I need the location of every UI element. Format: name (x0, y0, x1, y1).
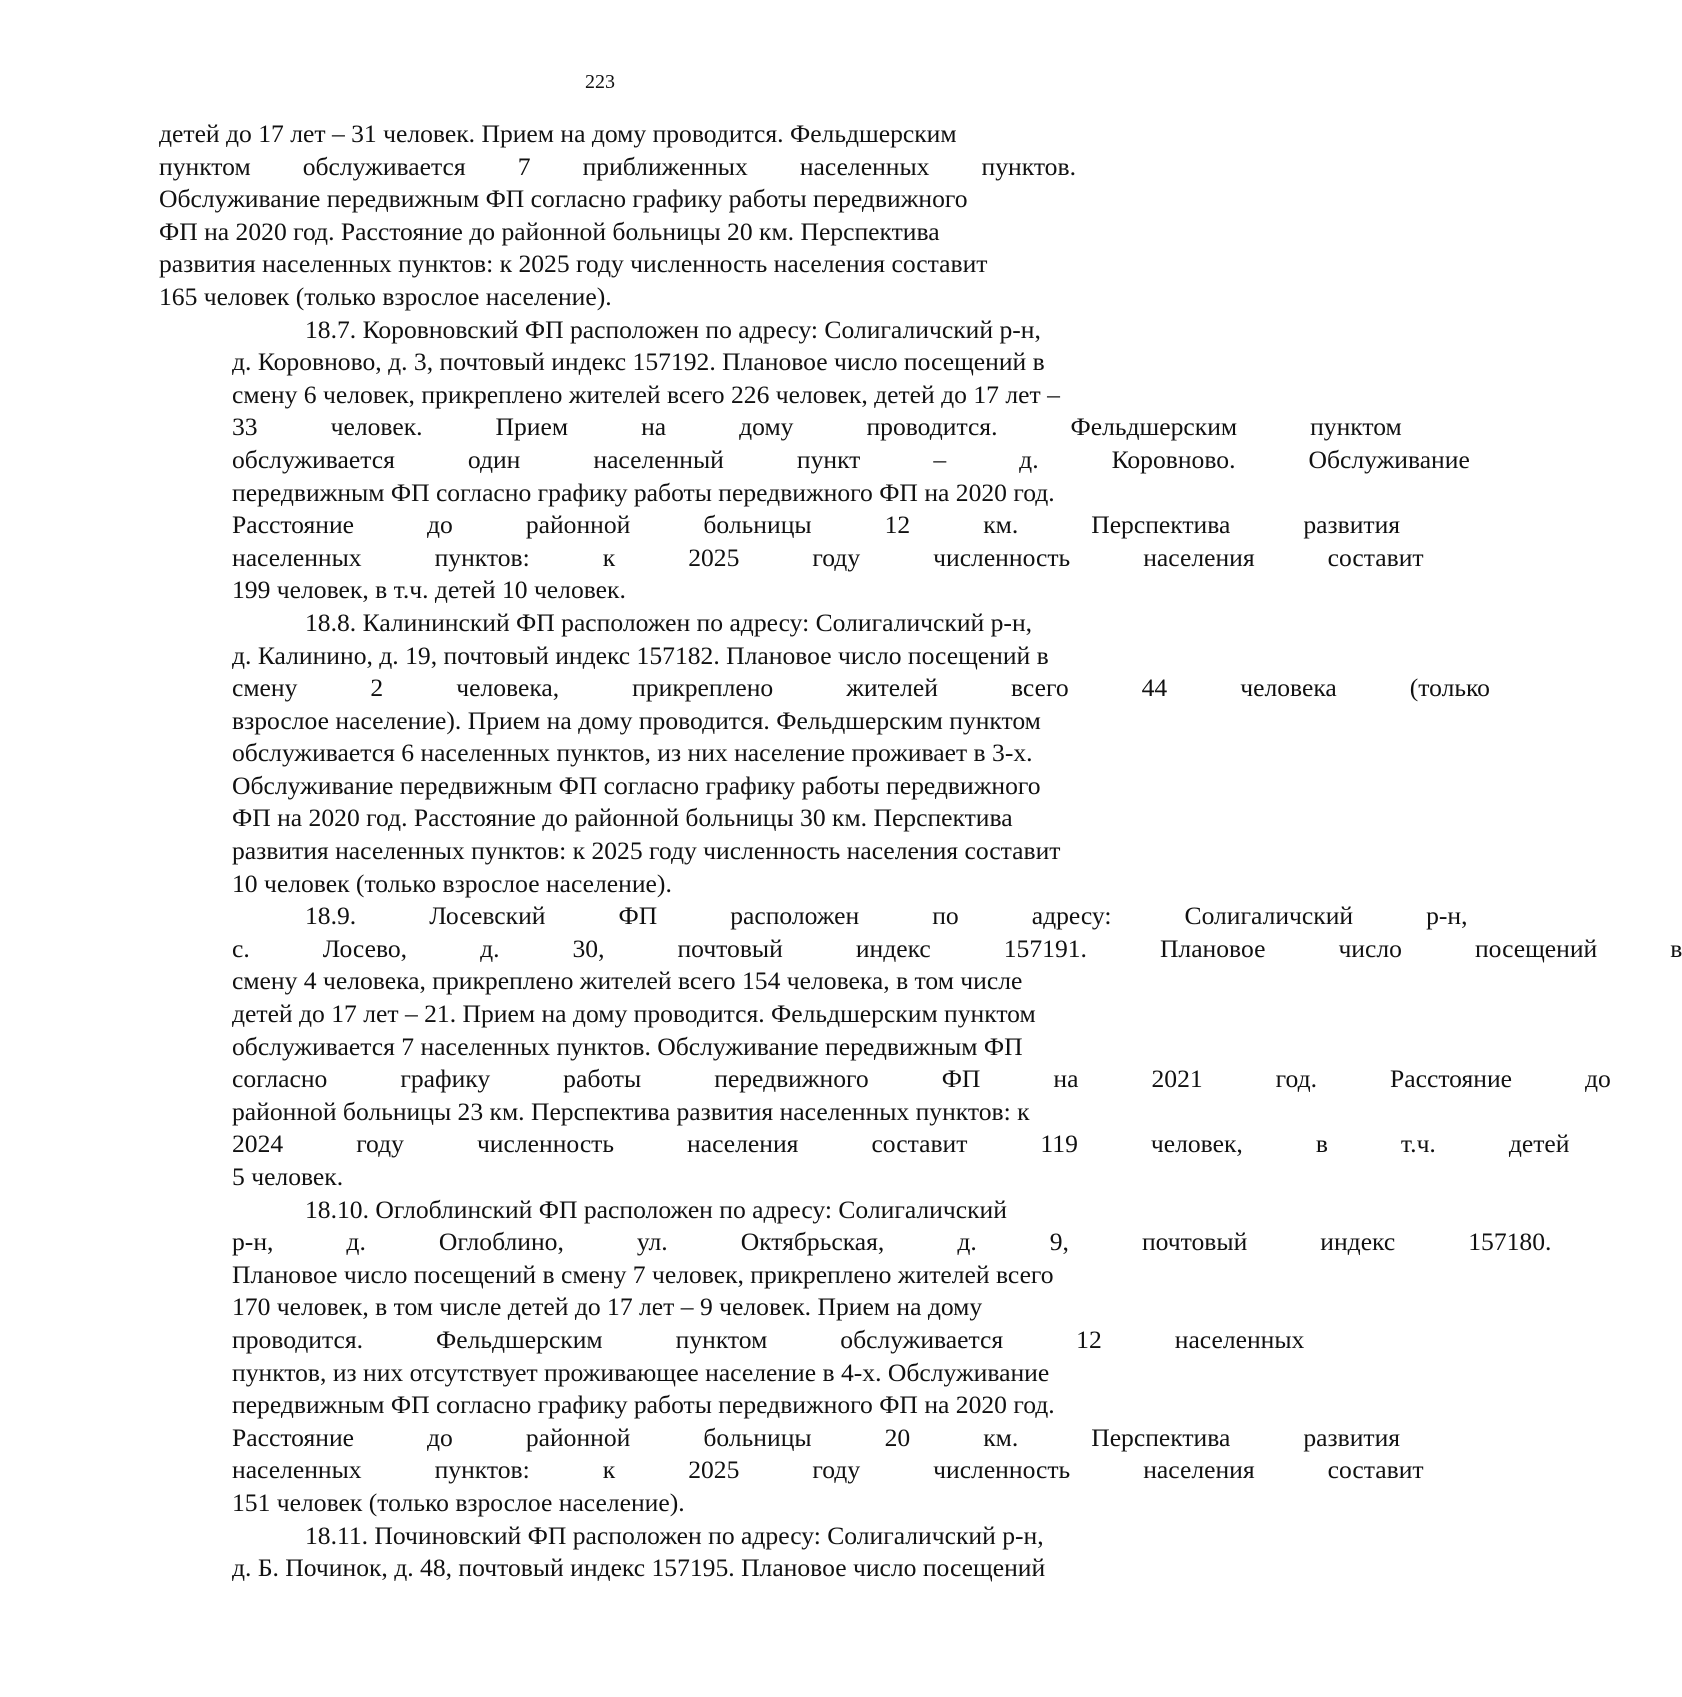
word: км. (983, 510, 1019, 540)
word: графику (400, 1064, 491, 1094)
word: 30, (572, 933, 605, 963)
word: пункт (796, 444, 861, 474)
word: 12 (1076, 1324, 1102, 1354)
text-line: смену 4 человека, прикреплено жителей всего 154 человека, в том числе (232, 966, 1023, 996)
word: 12 (884, 510, 911, 540)
word: развития (1303, 510, 1401, 540)
word: (только (1409, 673, 1490, 703)
word: приближенных (582, 151, 748, 181)
word: Расстояние (232, 510, 354, 540)
text-line: 10 человек (только взрослое население). (232, 868, 672, 898)
word: до (427, 510, 453, 540)
word: д. (1019, 444, 1039, 474)
word: больницы (703, 510, 812, 540)
word: Перспектива (1091, 1422, 1231, 1452)
word: человек. (330, 412, 423, 442)
word: в (1315, 1129, 1328, 1159)
word: в (1670, 933, 1682, 963)
text-line (159, 444, 1470, 477)
word: детей (1508, 1129, 1570, 1159)
word: к (602, 542, 616, 572)
word: населенных (799, 151, 930, 181)
word: численность (933, 542, 1071, 572)
word: 33 (232, 412, 258, 442)
word: проводится. (232, 1324, 364, 1354)
text-line: 18.10. Оглоблинский ФП расположен по адресу: Солигаличский (305, 1194, 1007, 1224)
text-line: ФП на 2020 год. Расстояние до районной больницы 20 км. Перспектива (159, 216, 940, 246)
word: р-н, (232, 1227, 274, 1257)
word: больницы (703, 1422, 812, 1452)
text-line: пунктов, из них отсутствует проживающее население в 4-х. Обслуживание (232, 1357, 1050, 1387)
paragraph-18-9 (159, 900, 1682, 1193)
word: 20 (884, 1422, 911, 1452)
word: Расстояние (232, 1422, 354, 1452)
word: на (1053, 1064, 1079, 1094)
word: районной (525, 1422, 631, 1452)
word: составит (1327, 1455, 1424, 1485)
word: Обслуживание (1308, 444, 1470, 474)
text-line (159, 1422, 1401, 1455)
paragraph-18-8 (159, 607, 1490, 900)
word: с. (232, 933, 250, 963)
word: – (933, 444, 947, 474)
word: жителей (846, 673, 938, 703)
text-line: 5 человек. (232, 1162, 344, 1191)
word: год. (1275, 1064, 1317, 1094)
word: пунктов: (434, 542, 530, 572)
text-line: Обслуживание передвижным ФП согласно графику работы передвижного (232, 770, 1041, 800)
word: 2 (370, 673, 384, 703)
text-line: районной больницы 23 км. Перспектива развития населенных пунктов: к (232, 1096, 1030, 1126)
word: ФП (618, 901, 658, 931)
word: году (812, 1455, 861, 1485)
word: численность (476, 1129, 615, 1159)
word: проводится. (866, 412, 998, 442)
word: расположен (730, 901, 860, 931)
word: согласно (232, 1064, 328, 1094)
text-line (159, 411, 1402, 444)
word: до (427, 1422, 453, 1452)
text-line: детей до 17 лет – 21. Прием на дому проводится. Фельдшерским пунктом (232, 999, 1036, 1029)
word: д. (957, 1227, 977, 1257)
word: населения (687, 1129, 799, 1159)
word: к (602, 1455, 616, 1485)
word: Коровново. (1111, 444, 1236, 474)
text-line (159, 672, 1490, 705)
text-line: смену 6 человек, прикреплено жителей всего 226 человек, детей до 17 лет – (232, 379, 1060, 409)
word: Оглоблино, (438, 1227, 564, 1257)
text-line (159, 1226, 1552, 1259)
word: прикреплено (632, 673, 774, 703)
text-line: развития населенных пунктов: к 2025 году численность населения составит (232, 836, 1061, 866)
word: ул. (636, 1227, 668, 1257)
word: районной (525, 510, 631, 540)
word: работы (563, 1064, 642, 1094)
word: Фельдшерским (1070, 412, 1238, 442)
word: дому (739, 412, 794, 442)
word: Прием (495, 412, 569, 442)
paragraph-18-11 (159, 1520, 1076, 1585)
text-line (159, 151, 1076, 184)
text-line (159, 1063, 1611, 1096)
word: населенных (1174, 1324, 1305, 1354)
word: км. (983, 1422, 1019, 1452)
text-line: 151 человек (только взрослое население). (232, 1487, 685, 1517)
word: 18.9. (305, 901, 357, 931)
word: обслуживается (840, 1324, 1004, 1354)
text-line: передвижным ФП согласно графику работы передвижного ФП на 2020 год. (232, 477, 1055, 507)
word: пунктом (675, 1324, 768, 1354)
word: составит (871, 1129, 968, 1159)
text-line: д. Коровново, д. 3, почтовый индекс 157192. Плановое число посещений в (232, 347, 1045, 377)
text-line: д. Б. Починок, д. 48, почтовый индекс 157195. Плановое число посещений (232, 1553, 1046, 1583)
page-number: 223 (585, 71, 615, 93)
word: Октябрьская, (740, 1227, 885, 1257)
word: Лосевский (429, 901, 546, 931)
document-body (159, 118, 1682, 1585)
word: Плановое (1159, 933, 1266, 963)
text-line: ФП на 2020 год. Расстояние до районной больницы 30 км. Перспектива (232, 803, 1013, 833)
word: человек, (1150, 1129, 1243, 1159)
text-line: 18.8. Калининский ФП расположен по адресу: Солигаличский р-н, (305, 607, 1033, 637)
word: адресу: (1031, 901, 1112, 931)
word: до (1585, 1064, 1611, 1094)
text-line: 18.7. Коровновский ФП расположен по адресу: Солигаличский р-н, (305, 314, 1041, 344)
word: населения (1143, 1455, 1255, 1485)
text-line (159, 1128, 1570, 1161)
text-line: обслуживается 7 населенных пунктов. Обслуживание передвижным ФП (232, 1031, 1023, 1061)
word: один (467, 444, 521, 474)
text-line (159, 1454, 1424, 1487)
word: году (812, 542, 861, 572)
word: смену (232, 673, 298, 703)
text-line: 170 человек, в том числе детей до 17 лет – 9 человек. Прием на дому (232, 1292, 983, 1322)
word: р-н, (1426, 901, 1468, 931)
text-line: обслуживается 6 населенных пунктов, из них население проживает в 3-х. (232, 738, 1033, 768)
text-line (159, 900, 1468, 933)
word: число (1338, 933, 1402, 963)
word: 157191. (1003, 933, 1087, 963)
word: пунктом (1310, 412, 1402, 442)
text-line (159, 542, 1424, 575)
word: Фельдшерским (436, 1324, 603, 1354)
paragraph-continuation (159, 118, 1076, 314)
word: ФП (941, 1064, 981, 1094)
paragraph-18-10 (159, 1194, 1552, 1520)
text-line (159, 1324, 1305, 1357)
word: составит (1327, 542, 1424, 572)
word: пунктов: (434, 1455, 530, 1485)
word: населенный (593, 444, 724, 474)
word: Перспектива (1091, 510, 1231, 540)
word: 9, (1049, 1227, 1069, 1257)
text-line: передвижным ФП согласно графику работы передвижного ФП на 2020 год. (232, 1390, 1055, 1420)
word: 2025 (688, 542, 740, 572)
word: 44 (1141, 673, 1168, 703)
word: 2021 (1151, 1064, 1203, 1094)
text-line: развития населенных пунктов: к 2025 году численность населения составит (159, 249, 988, 279)
word: пунктов. (981, 151, 1076, 181)
word: 2025 (688, 1455, 740, 1485)
word: 2024 (232, 1129, 284, 1159)
word: индекс (1320, 1227, 1396, 1257)
word: почтовый (1141, 1227, 1248, 1257)
word: пунктом (159, 151, 251, 181)
word: Солигаличский (1184, 901, 1354, 931)
text-line (159, 509, 1401, 542)
text-line: 165 человек (только взрослое население). (159, 281, 612, 311)
word: 119 (1040, 1129, 1078, 1159)
word: человека (1240, 673, 1337, 703)
text-line: детей до 17 лет – 31 человек. Прием на дому проводится. Фельдшерским (159, 119, 957, 148)
word: Лосево, (322, 933, 408, 963)
word: на (641, 412, 667, 442)
word: Расстояние (1390, 1064, 1512, 1094)
word: населения (1143, 542, 1255, 572)
word: д. (480, 933, 500, 963)
word: 157180. (1468, 1227, 1552, 1257)
word: населенных (232, 542, 362, 572)
word: 7 (517, 151, 531, 181)
word: всего (1011, 673, 1069, 703)
word: по (932, 901, 959, 931)
paragraph-18-7 (159, 314, 1470, 607)
word: развития (1303, 1422, 1401, 1452)
word: т.ч. (1400, 1129, 1436, 1159)
word: человека, (456, 673, 560, 703)
text-line: Обслуживание передвижным ФП согласно графику работы передвижного (159, 184, 968, 214)
word: обслуживается (302, 151, 466, 181)
word: обслуживается (232, 444, 395, 474)
word: посещений (1474, 933, 1598, 963)
text-line: 18.11. Починовский ФП расположен по адресу: Солигаличский р-н, (305, 1520, 1044, 1550)
word: численность (933, 1455, 1071, 1485)
word: почтовый (677, 933, 783, 963)
word: д. (346, 1227, 366, 1257)
word: населенных (232, 1455, 362, 1485)
text-line: д. Калинино, д. 19, почтовый индекс 157182. Плановое число посещений в (232, 640, 1049, 670)
word: году (356, 1129, 404, 1159)
text-line: 199 человек, в т.ч. детей 10 человек. (232, 575, 626, 605)
word: передвижного (714, 1064, 869, 1094)
text-line: Плановое число посещений в смену 7 человек, прикреплено жителей всего (232, 1259, 1054, 1289)
text-line (159, 933, 1682, 966)
word: индекс (855, 933, 931, 963)
text-line: взрослое население). Прием на дому проводится. Фельдшерским пунктом (232, 705, 1041, 735)
